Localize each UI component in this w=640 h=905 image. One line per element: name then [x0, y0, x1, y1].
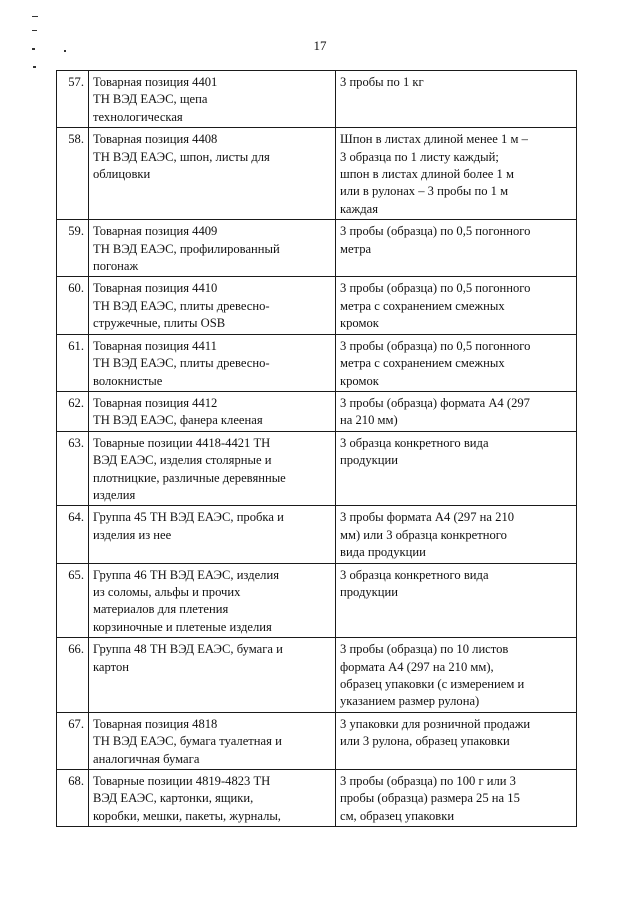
sample-requirement-line: 3 упаковки для розничной продажи	[340, 716, 531, 731]
sample-requirement-cell	[336, 506, 577, 563]
sample-requirement-line: пробы (образца) размера 25 на 15	[340, 791, 520, 806]
commodity-item-cell	[89, 334, 336, 391]
sample-requirement-cell	[336, 334, 577, 391]
sample-requirement-line: каждая	[340, 201, 379, 216]
commodity-item-line: материалов для плетения	[93, 602, 229, 617]
commodity-item-line: изделия из нее	[93, 527, 172, 542]
sample-requirement-line: продукции	[340, 584, 399, 599]
commodity-item-line: ТН ВЭД ЕАЭС, фанера клееная	[93, 413, 263, 428]
sample-requirement-line: шпон в листах длиной более 1 м	[340, 167, 514, 182]
commodity-item-cell	[89, 638, 336, 713]
commodity-item-line: изделия	[93, 487, 136, 502]
commodity-item-line: ТН ВЭД ЕАЭС, щепа	[93, 92, 208, 107]
commodity-item-line: ТН ВЭД ЕАЭС, профилированный	[93, 241, 280, 256]
row-number: 60.	[57, 277, 89, 334]
commodity-item-cell	[89, 220, 336, 277]
commodity-item-cell	[89, 71, 336, 128]
sample-requirement-cell	[336, 277, 577, 334]
commodity-item-cell	[89, 128, 336, 220]
row-number: 65.	[57, 563, 89, 638]
commodity-item-line: погонаж	[93, 259, 139, 274]
table-row	[57, 220, 577, 277]
row-number: 61.	[57, 334, 89, 391]
table-row	[57, 506, 577, 563]
sample-requirement-line: мм) или 3 образца конкретного	[340, 527, 507, 542]
sample-requirement-line: на 210 мм)	[340, 413, 398, 428]
commodity-item-line: Товарные позиции 4418-4421 ТН	[93, 435, 271, 450]
sample-requirement-line: метра с сохранением смежных	[340, 356, 505, 371]
sample-requirement-line: Шпон в листах длиной менее 1 м –	[340, 132, 528, 147]
row-number: 66.	[57, 638, 89, 713]
sample-requirement-line: 3 пробы (образца) по 0,5 погонного	[340, 338, 531, 353]
commodity-item-cell	[89, 391, 336, 431]
commodity-item-line: ТН ВЭД ЕАЭС, плиты древесно-	[93, 298, 270, 313]
sample-requirement-line: 3 пробы (образца) формата А4 (297	[340, 395, 530, 410]
sample-requirement-line: метра с сохранением смежных	[340, 298, 505, 313]
commodity-item-line: Товарная позиция 4408	[93, 132, 218, 147]
sample-requirement-line: указанием размер рулона)	[340, 694, 480, 709]
commodity-item-line: Группа 48 ТН ВЭД ЕАЭС, бумага и	[93, 642, 283, 657]
table-row	[57, 563, 577, 638]
commodity-item-line: аналогичная бумага	[93, 751, 200, 766]
sample-requirement-line: 3 образца конкретного вида	[340, 567, 489, 582]
sample-requirement-line: 3 пробы (образца) по 100 г или 3	[340, 774, 516, 789]
sample-requirement-cell	[336, 431, 577, 506]
sample-requirement-cell	[336, 712, 577, 769]
sample-requirement-line: или в рулонах – 3 пробы по 1 м	[340, 184, 509, 199]
commodity-item-line: Товарная позиция 4410	[93, 281, 218, 296]
commodity-item-line: Товарная позиция 4818	[93, 716, 218, 731]
row-number: 64.	[57, 506, 89, 563]
sample-requirement-cell	[336, 391, 577, 431]
commodity-item-line: Товарная позиция 4411	[93, 338, 217, 353]
sample-requirement-line: 3 пробы формата А4 (297 на 210	[340, 510, 515, 525]
commodity-item-line: Товарная позиция 4401	[93, 75, 218, 89]
row-number: 59.	[57, 220, 89, 277]
commodity-item-line: волокнистые	[93, 373, 163, 388]
commodity-item-line: облицовки	[93, 167, 151, 182]
commodity-item-line: стружечные, плиты OSB	[93, 316, 226, 331]
sample-requirements-table	[56, 70, 577, 827]
commodity-item-line: картон	[93, 659, 130, 674]
sample-requirement-line: 3 пробы (образца) по 10 листов	[340, 642, 509, 657]
commodity-item-line: ТН ВЭД ЕАЭС, плиты древесно-	[93, 356, 270, 371]
commodity-item-cell	[89, 277, 336, 334]
sample-requirement-cell	[336, 128, 577, 220]
table-row	[57, 712, 577, 769]
page-number: 17	[313, 38, 327, 53]
commodity-item-cell	[89, 506, 336, 563]
sample-requirement-line: вида продукции	[340, 545, 426, 560]
commodity-item-line: Товарные позиции 4819-4823 ТН	[93, 774, 271, 789]
table-row	[57, 71, 577, 128]
table-row	[57, 334, 577, 391]
sample-requirement-line: кромок	[340, 316, 379, 331]
commodity-item-line: Товарная позиция 4412	[93, 395, 218, 410]
sample-requirement-line: 3 пробы (образца) по 0,5 погонного	[340, 281, 531, 296]
sample-requirement-line: продукции	[340, 453, 399, 468]
row-number: 67.	[57, 712, 89, 769]
sample-requirement-line: 3 образца по 1 листу каждый;	[340, 149, 499, 164]
table-row	[57, 431, 577, 506]
sample-requirement-cell	[336, 563, 577, 638]
sample-requirement-line: образец упаковки (с измерением и	[340, 677, 525, 691]
sample-requirement-cell	[336, 71, 577, 128]
commodity-item-line: Группа 45 ТН ВЭД ЕАЭС, пробка и	[93, 510, 284, 525]
commodity-item-cell	[89, 712, 336, 769]
table-row	[57, 638, 577, 713]
row-number: 58.	[57, 128, 89, 220]
commodity-item-cell	[89, 563, 336, 638]
row-number: 63.	[57, 431, 89, 506]
sample-requirement-line: формата А4 (297 на 210 мм),	[340, 659, 494, 674]
commodity-item-cell	[89, 431, 336, 506]
row-number: 62.	[57, 391, 89, 431]
sample-requirement-cell	[336, 770, 577, 827]
commodity-item-line: технологическая	[93, 109, 183, 124]
commodity-item-line: из соломы, альфы и прочих	[93, 584, 241, 599]
sample-requirement-line: кромок	[340, 373, 379, 388]
sample-requirement-line: 3 образца конкретного вида	[340, 435, 489, 450]
table-body	[57, 71, 577, 827]
commodity-item-line: ВЭД ЕАЭС, картонки, ящики,	[93, 791, 254, 806]
table-row	[57, 391, 577, 431]
sample-requirement-line: 3 пробы (образца) по 0,5 погонного	[340, 224, 531, 239]
sample-requirement-line: метра	[340, 241, 372, 256]
sample-requirement-cell	[336, 638, 577, 713]
sample-requirement-cell	[336, 220, 577, 277]
commodity-item-line: ТН ВЭД ЕАЭС, шпон, листы для	[93, 149, 270, 164]
table-row	[57, 277, 577, 334]
commodity-item-cell	[89, 770, 336, 827]
commodity-item-line: Товарная позиция 4409	[93, 224, 218, 239]
sample-requirement-line: или 3 рулона, образец упаковки	[340, 734, 510, 749]
row-number: 68.	[57, 770, 89, 827]
sample-requirement-line: см, образец упаковки	[340, 808, 455, 823]
table-row	[57, 770, 577, 827]
row-number: 57.	[57, 71, 89, 128]
commodity-item-line: Группа 46 ТН ВЭД ЕАЭС, изделия	[93, 567, 279, 582]
table-row	[57, 128, 577, 220]
commodity-item-line: плотницкие, различные деревянные	[93, 470, 286, 485]
commodity-item-line: корзиночные и плетеные изделия	[93, 619, 272, 634]
commodity-item-line: ТН ВЭД ЕАЭС, бумага туалетная и	[93, 734, 282, 749]
commodity-item-line: коробки, мешки, пакеты, журналы,	[93, 808, 281, 823]
sample-requirement-line: 3 пробы по 1 кг	[340, 75, 424, 89]
commodity-item-line: ВЭД ЕАЭС, изделия столярные и	[93, 453, 272, 468]
